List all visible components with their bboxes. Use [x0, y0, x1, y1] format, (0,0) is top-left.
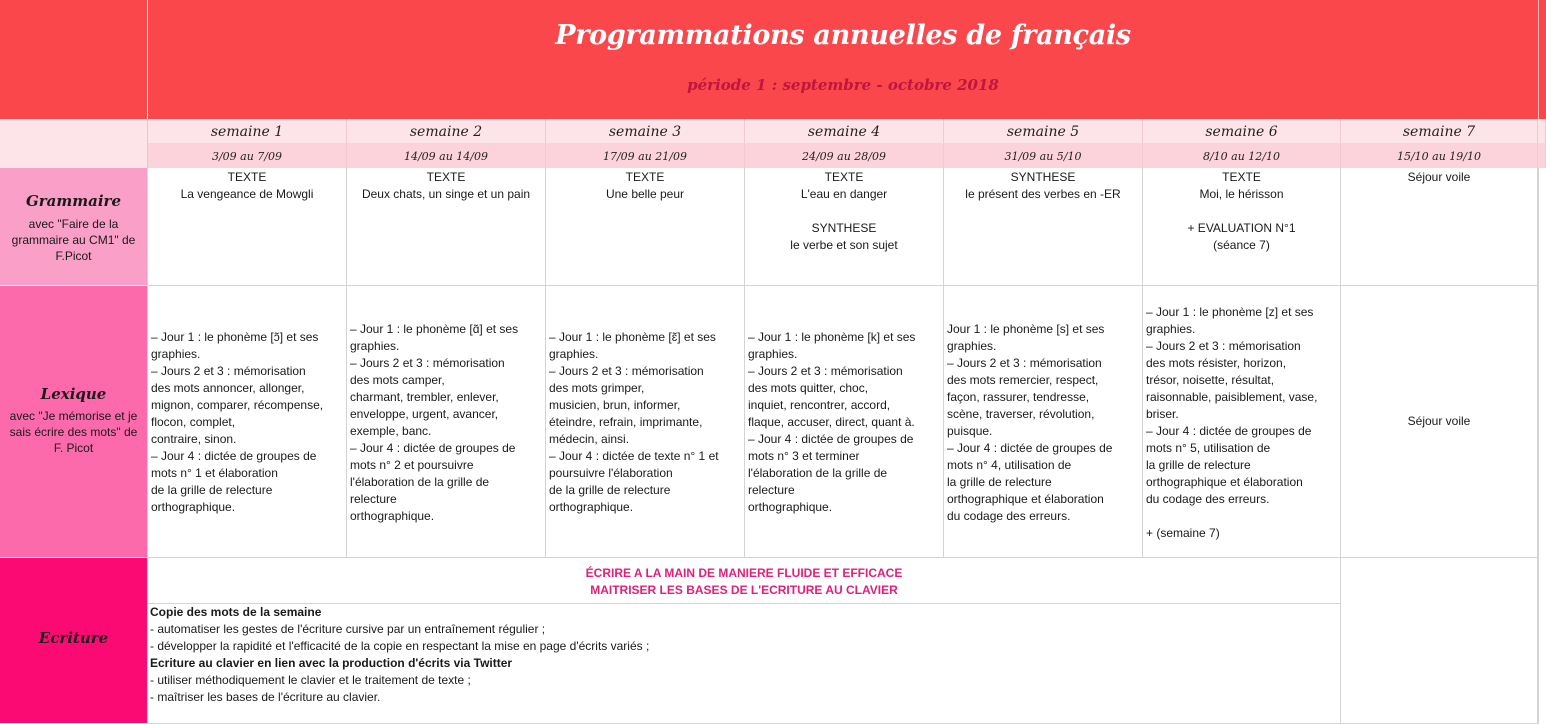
lexique-line: – Jour 4 : dictée de texte n° 1 et	[549, 449, 719, 463]
lexique-line: orthographique.	[151, 500, 236, 514]
lexique-line: – Jour 1 : le phonème [k] et ses	[748, 330, 916, 344]
lexique-text	[350, 321, 542, 525]
cut-off-column	[1538, 168, 1546, 724]
lexique-line: trésor, noisette, résultat,	[1146, 373, 1275, 387]
lexique-line: briser.	[1146, 407, 1179, 421]
lexique-text	[1344, 413, 1534, 430]
lexique-text	[549, 329, 741, 516]
header-edge	[1538, 0, 1546, 119]
lexique-line: graphies.	[549, 347, 599, 361]
row-title: Ecriture	[38, 629, 109, 647]
section-heading: Copie des mots de la semaine	[150, 605, 322, 619]
lexique-line: relecture	[748, 483, 795, 497]
lexique-text	[151, 329, 343, 516]
lexique-line: graphies.	[151, 347, 201, 361]
lexique-line: – Jours 2 et 3 : mémorisation	[151, 364, 306, 378]
cell-line: Une belle peur	[605, 187, 685, 201]
lexique-line: exemple, banc.	[350, 424, 432, 438]
lexique-line: – Jours 2 et 3 : mémorisation	[350, 356, 505, 370]
lexique-cell	[1143, 286, 1341, 558]
lexique-line: raisonnable, paisiblement, vase,	[1146, 390, 1318, 404]
lexique-line: + (semaine 7)	[1146, 526, 1220, 540]
lexique-text	[947, 321, 1139, 525]
lexique-line	[1146, 508, 1337, 525]
lexique-cell	[944, 286, 1143, 558]
bullet-line: - développer la rapidité et l'efficacité de la copie en respectant la mise en page d'écrits variés ;	[150, 639, 650, 653]
ecriture-objectives	[148, 558, 1340, 604]
row-subtitle: avec "Faire de la grammaire au CM1" de F.Picot	[11, 217, 136, 263]
lexique-line: l'élaboration de la grille de	[350, 475, 490, 489]
row-label-ecriture	[0, 558, 148, 724]
lexique-line: – Jour 4 : dictée de groupes de	[151, 449, 317, 463]
cell-line: Moi, le hérisson	[1199, 187, 1284, 201]
page-subtitle: période 1 : septembre - octobre 2018	[687, 76, 999, 94]
week-dates: 15/10 au 19/10	[1341, 144, 1538, 168]
lexique-line: de la grille de relecture	[151, 483, 273, 497]
week-header-edge	[1538, 119, 1546, 144]
cell-line: Deux chats, un singe et un pain	[361, 187, 531, 201]
cell-line: Séjour voile	[1407, 170, 1471, 184]
row-label-lexique	[0, 286, 148, 558]
lexique-cell	[1341, 286, 1538, 558]
week-dates: 31/09 au 5/10	[944, 144, 1143, 168]
lexique-line: des mots quitter, choc,	[748, 381, 869, 395]
cell-line: L'eau en danger	[800, 187, 888, 201]
lexique-line: flocon, complet,	[151, 415, 236, 429]
week-dates: 17/09 au 21/09	[546, 144, 745, 168]
cell-line: La vengeance de Mowgli	[180, 187, 314, 201]
cell-line: TEXTE	[824, 170, 864, 184]
grammaire-cell	[347, 168, 546, 286]
ecriture-week7-cell	[1341, 558, 1538, 724]
bullet-line: - maîtriser les bases de l'écriture au clavier.	[150, 690, 381, 704]
objective-line: MAITRISER LES BASES DE L'ECRITURE AU CLAVIER	[590, 583, 898, 597]
week-dates: 8/10 au 12/10	[1143, 144, 1341, 168]
lexique-line: orthographique.	[748, 500, 833, 514]
lexique-line: Jour 1 : le phonème [s] et ses	[947, 322, 1105, 336]
lexique-line: – Jour 1 : le phonème [z] et ses	[1146, 305, 1314, 319]
cell-line: SYNTHESE	[1010, 170, 1076, 184]
lexique-line: enveloppe, urgent, avancer,	[350, 407, 499, 421]
lexique-line: mots n° 5, utilisation de	[1146, 441, 1271, 455]
lexique-text	[1146, 304, 1337, 542]
lexique-line: contraire, sinon.	[151, 432, 237, 446]
lexique-line: orthographique.	[549, 500, 634, 514]
lexique-line: des mots annoncer, allonger,	[151, 381, 305, 395]
lexique-line: orthographique.	[350, 509, 435, 523]
row-label-grammaire	[0, 168, 148, 286]
week-header: semaine 1	[148, 119, 347, 144]
row-subtitle: avec "Je mémorise et je sais écrire des mots" de F. Picot	[9, 409, 138, 455]
lexique-line: – Jour 4 : dictée de groupes de	[947, 441, 1113, 455]
header-corner	[0, 0, 148, 119]
lexique-line: des mots remercier, respect,	[947, 373, 1099, 387]
lexique-line: graphies.	[947, 339, 997, 353]
header-banner	[148, 0, 1538, 119]
lexique-line: inquiet, rencontrer, accord,	[748, 398, 891, 412]
lexique-line: orthographique et élaboration	[1146, 475, 1303, 489]
lexique-line: – Jours 2 et 3 : mémorisation	[549, 364, 704, 378]
lexique-line: des mots grimper,	[549, 381, 645, 395]
lexique-line: l'élaboration de la grille de	[748, 466, 888, 480]
lexique-line: du codage des erreurs.	[947, 509, 1071, 523]
lexique-line: – Jour 4 : dictée de groupes de	[350, 441, 516, 455]
lexique-line: graphies.	[350, 339, 400, 353]
lexique-line: mots n° 4, utilisation de	[947, 458, 1072, 472]
lexique-line: médecin, ainsi.	[549, 432, 630, 446]
section-heading: Ecriture au clavier en lien avec la production d'écrits via Twitter	[150, 656, 513, 670]
lexique-line: – Jours 2 et 3 : mémorisation	[1146, 339, 1301, 353]
lexique-line: Séjour voile	[1407, 414, 1471, 428]
lexique-line: graphies.	[1146, 322, 1196, 336]
lexique-line: – Jour 1 : le phonème [ɔ̃] et ses	[151, 330, 319, 344]
week-header: semaine 7	[1341, 119, 1538, 144]
cell-line: (séance 7)	[1213, 238, 1270, 252]
week-header: semaine 6	[1143, 119, 1341, 144]
grammaire-cell	[546, 168, 745, 286]
lexique-line: mignon, comparer, récompense,	[151, 398, 324, 412]
bullet-line: - utiliser méthodiquement le clavier et le traitement de texte ;	[150, 673, 471, 687]
grammaire-cell	[1341, 168, 1538, 286]
row-title: Lexique	[40, 385, 107, 403]
lexique-line: la grille de relecture	[1146, 458, 1251, 472]
lexique-cell	[546, 286, 745, 558]
lexique-line: de la grille de relecture	[549, 483, 671, 497]
week-header: semaine 2	[347, 119, 546, 144]
cell-line: TEXTE	[426, 170, 466, 184]
table-corner	[0, 119, 148, 168]
cell-line: le présent des verbes en -ER	[965, 187, 1121, 201]
week-dates: 3/09 au 7/09	[148, 144, 347, 168]
lexique-line: – Jour 1 : le phonème [ɛ̃] et ses	[549, 330, 716, 344]
page-title: Programmations annuelles de français	[555, 20, 1131, 51]
lexique-text	[748, 329, 940, 516]
cell-line: TEXTE	[227, 170, 267, 184]
lexique-line: mots n° 2 et poursuivre	[350, 458, 474, 472]
bullet-line: - automatiser les gestes de l'écriture cursive par un entraînement régulier ;	[150, 622, 546, 636]
lexique-line: des mots camper,	[350, 373, 445, 387]
lexique-cell	[148, 286, 347, 558]
row-title: Grammaire	[25, 192, 122, 210]
lexique-line: mots n° 1 et élaboration	[151, 466, 278, 480]
week-header: semaine 5	[944, 119, 1143, 144]
lexique-line: scène, traverser, révolution,	[947, 407, 1095, 421]
week-dates: 14/09 au 14/09	[347, 144, 546, 168]
lexique-line: des mots résister, horizon,	[1146, 356, 1287, 370]
week-dates-edge	[1538, 144, 1546, 168]
lexique-line: du codage des erreurs.	[1146, 492, 1270, 506]
grammaire-cell	[148, 168, 347, 286]
lexique-line: éteindre, refrain, imprimante,	[549, 415, 703, 429]
lexique-line: – Jour 4 : dictée de groupes de	[1146, 424, 1312, 438]
cell-line: TEXTE	[1222, 170, 1261, 184]
ecriture-block	[148, 558, 1341, 724]
lexique-cell	[347, 286, 546, 558]
lexique-line: musicien, brun, informer,	[549, 398, 681, 412]
ecriture-body	[150, 604, 1340, 706]
cell-line: + EVALUATION N°1	[1187, 221, 1296, 235]
lexique-line: la grille de relecture	[947, 475, 1052, 489]
cell-line: TEXTE	[625, 170, 665, 184]
lexique-line: – Jours 2 et 3 : mémorisation	[947, 356, 1102, 370]
cell-line: le verbe et son sujet	[790, 238, 898, 252]
lexique-cell	[745, 286, 944, 558]
lexique-line: – Jour 1 : le phonème [ɑ̃] et ses	[350, 322, 519, 336]
lexique-line: puisque.	[947, 424, 993, 438]
lexique-line: mots n° 3 et terminer	[748, 449, 860, 463]
lexique-line: – Jour 4 : dictée de groupes de	[748, 432, 914, 446]
lexique-line: – Jours 2 et 3 : mémorisation	[748, 364, 903, 378]
grammaire-cell	[745, 168, 944, 286]
grammaire-cell	[944, 168, 1143, 286]
week-header: semaine 4	[745, 119, 944, 144]
lexique-line: graphies.	[748, 347, 798, 361]
lexique-line: façon, rassurer, tendresse,	[947, 390, 1090, 404]
lexique-line: poursuivre l'élaboration	[549, 466, 673, 480]
grammaire-cell	[1143, 168, 1341, 286]
week-header: semaine 3	[546, 119, 745, 144]
week-dates: 24/09 au 28/09	[745, 144, 944, 168]
lexique-line: flaque, accuser, direct, quant à.	[748, 415, 915, 429]
lexique-line: orthographique et élaboration	[947, 492, 1104, 506]
lexique-line: relecture	[350, 492, 397, 506]
cell-line: SYNTHESE	[811, 221, 877, 235]
lexique-line: charmant, trembler, enlever,	[350, 390, 499, 404]
objective-line: ÉCRIRE A LA MAIN DE MANIERE FLUIDE ET EFFICACE	[585, 566, 903, 580]
